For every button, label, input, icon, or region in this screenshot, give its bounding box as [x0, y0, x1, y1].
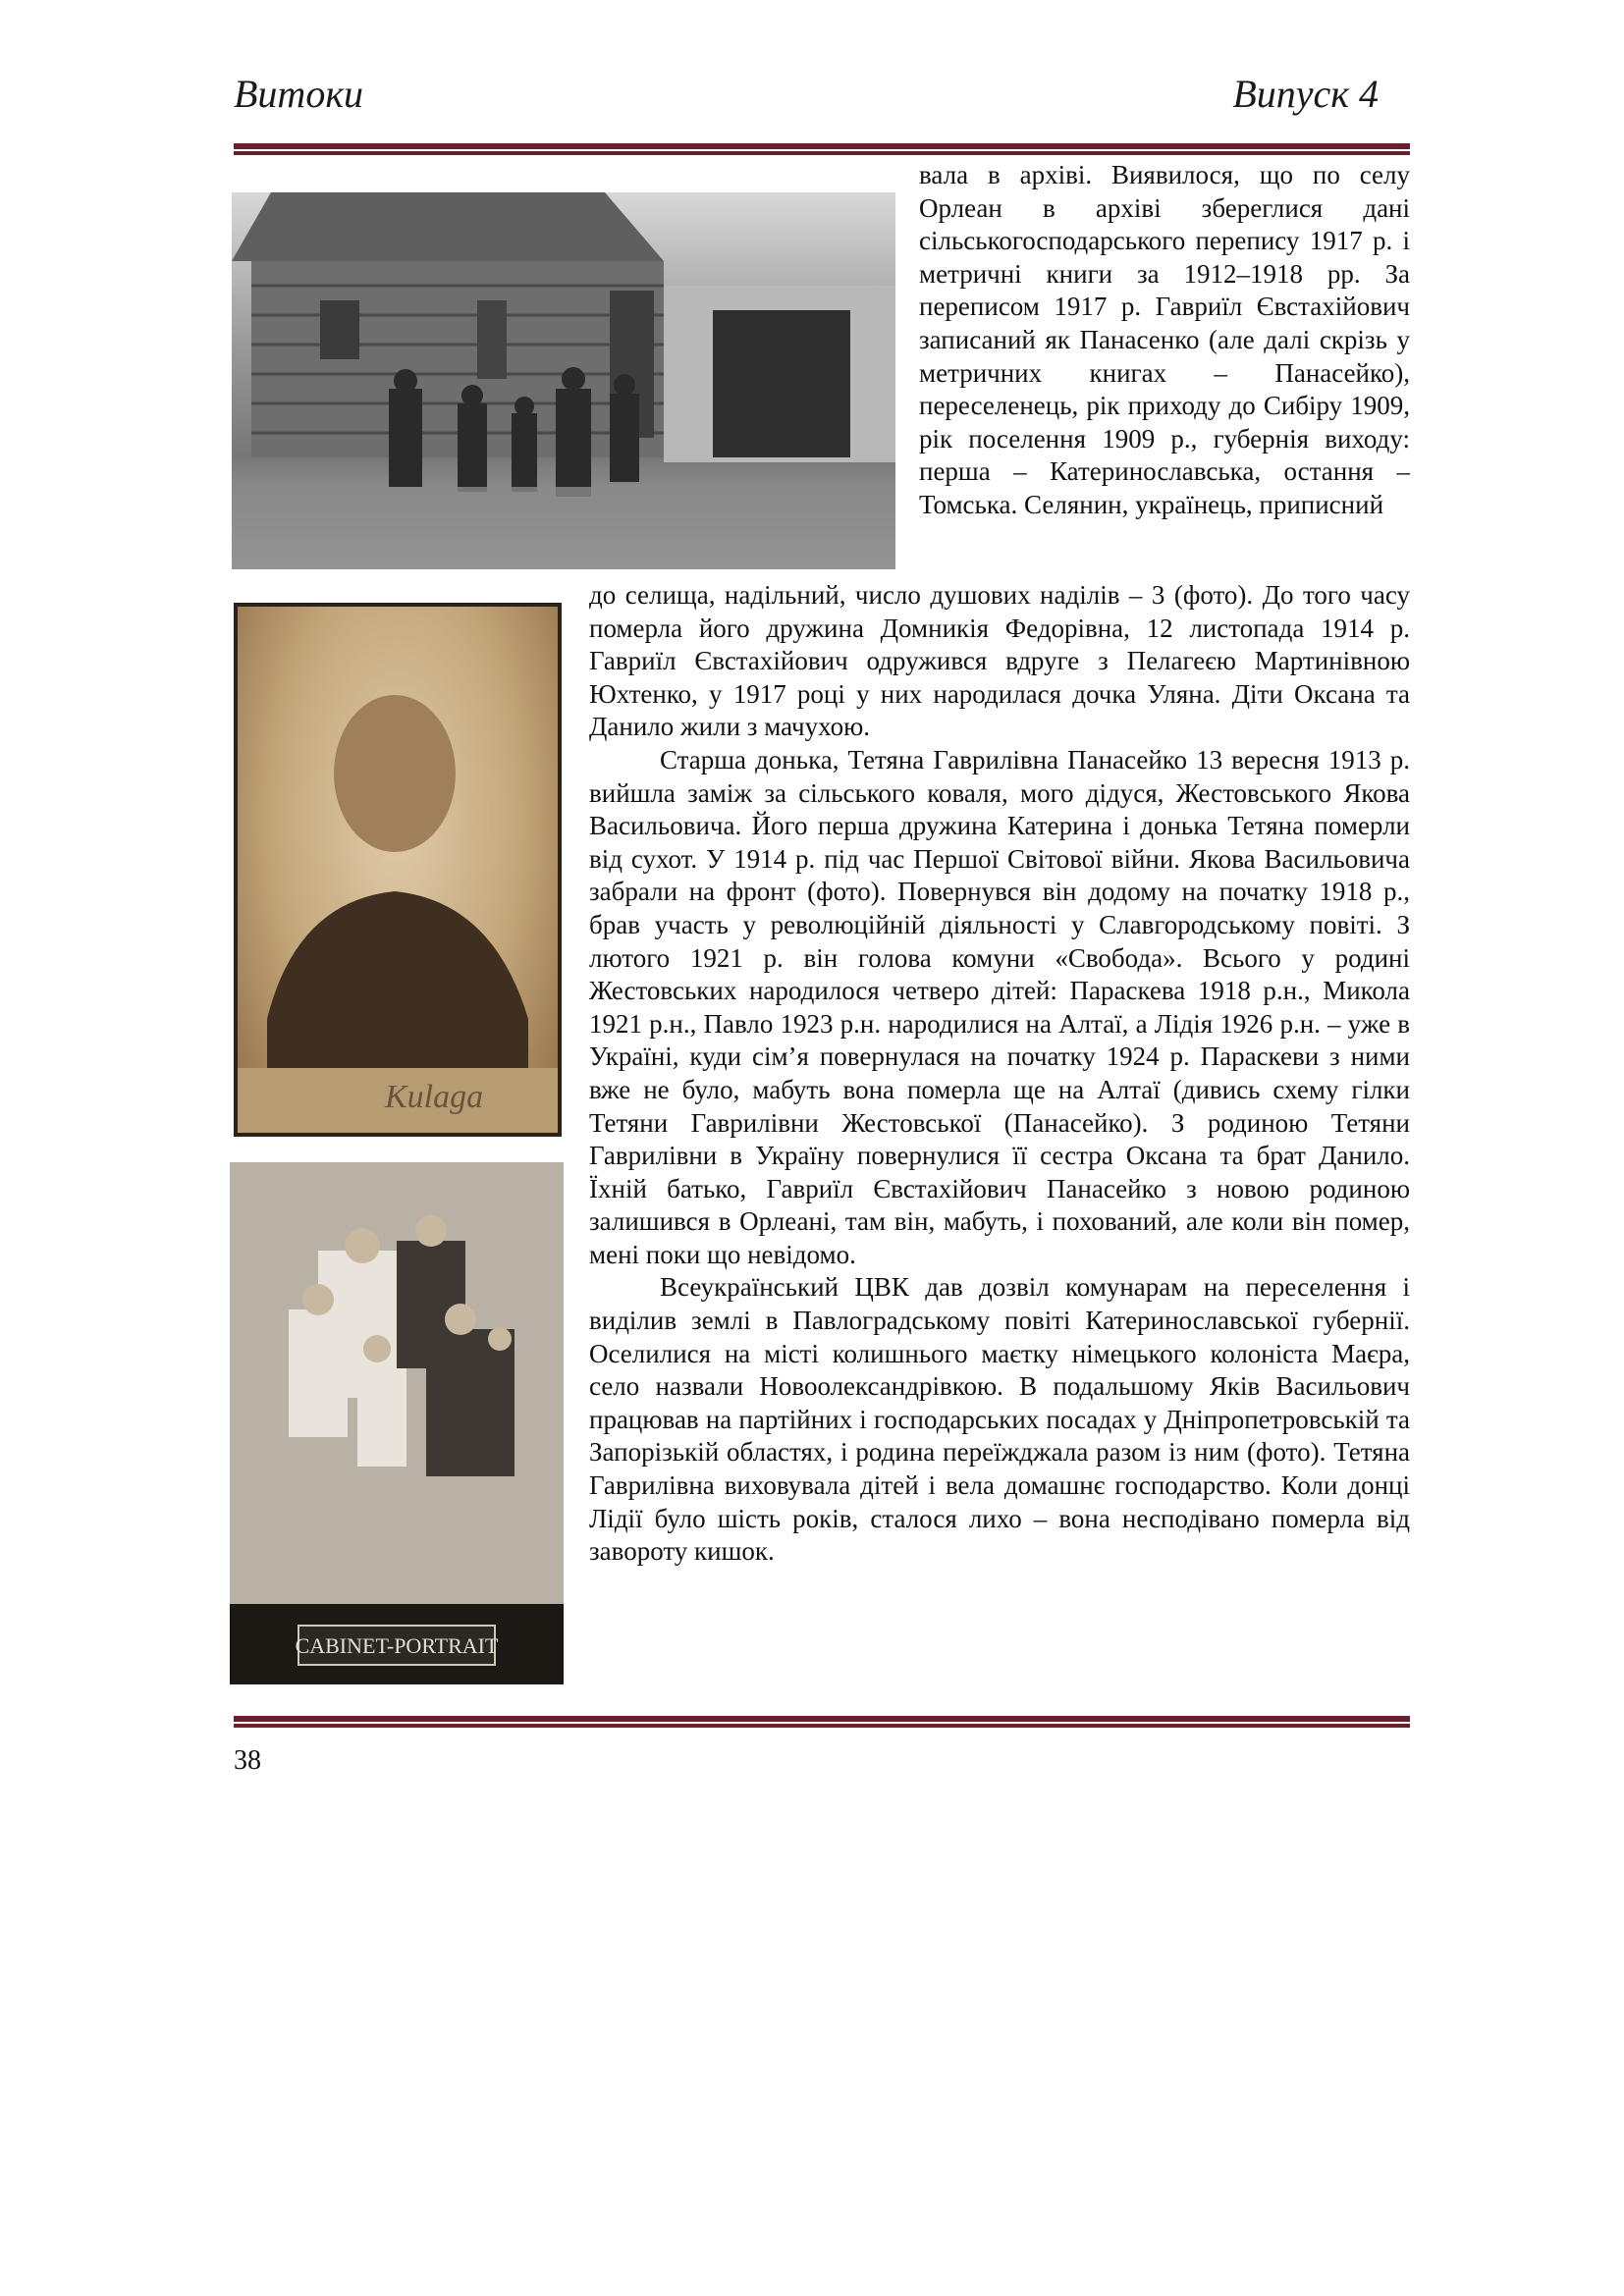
paragraph-1-part-2: до селища, надільний, число душових наділів – 3 (фото). До того часу померла його дружина Домникія Федорівна, 12 листопада 1914 р. Гавриїл Євстахійович одружився вдруге з Пелагеєю Мартинівною Юхтенко, у 1917 році у них народилася дочка Уляна. Діти Оксана та Данило жили з мачухою. [589, 580, 1410, 742]
paragraph-1-part-1: вала в архіві. Виявилося, що по селу Орлеан в архіві збереглися дані сільськогосподарського перепису 1917 р. і метричні книги за 1912–1918 рр. За переписом 1917 р. Гавриїл Євстахійович записаний як Панасенко (але далі скрізь у метричних книгах – Панасейко), переселенець, рік приходу до Сибіру 1909, рік поселення 1909 р., губернія виходу: перша – Катеринославська, остання – Томська. Селянин, українець, приписний [919, 160, 1410, 519]
studio-mark: Kulaga [385, 1079, 484, 1115]
house-photo [232, 192, 895, 569]
family-photo [230, 1162, 564, 1684]
paragraph-3: Всеукраїнський ЦВК дав дозвіл комунарам на переселення і виділив землі в Павлоградському повіті Катеринославської губернії. Оселилися на місті колишнього маєтку німецького колоніста Маєра, село назвали Новоолександрівкою. В подальшому Яків Васильович працював на партійних і господарських посадах у Дніпропетровській та Запорізькій областях, і родина переїжджала разом із ним (фото). Тетяна Гаврилівна виховувала дітей і вела домашнє господарство. Коли донці Лідії було шість років, сталося лихо – вона несподівано померла від завороту кишок. [589, 1272, 1410, 1567]
cabinet-portrait-label: CABINET-PORTRAIT [295, 1633, 499, 1658]
body-text-wide-column [589, 579, 1410, 1569]
soldier-portrait-photo [234, 603, 562, 1137]
page-number: 38 [234, 1745, 261, 1776]
paragraph-2: Старша донька, Тетяна Гаврилівна Панасейко 13 вересня 1913 р. вийшла заміж за сільського коваля, мого дідуся, Жестовського Якова Васильовича. Його перша дружина Катерина і донька Тетяна померли від сухот. У 1914 р. під час Першої Світової війни. Якова Васильовича забрали на фронт (фото). Повернувся він додому на початку 1918 р., брав участь у революційній діяльності у Славгородському повіті. З лютого 1921 р. він голова комуни «Свобода». Всього у родині Жестовських народилося четверо дітей: Параскева 1918 р.н., Микола 1921 р.н., Павло 1923 р.н. народилися на Алтаї, а Лідія 1926 р.н. – уже в Україні, куди сім’я повернулася на початку 1924 р. Параскеви з ними вже не було, мабуть вона померла ще на Алтаї (дивись схему гілки Тетяни Гаврилівни Жестовської (Панасейко). З родиною Тетяни Гаврилівни в Україну повернулися її сестра Оксана та брат Данило. Їхній батько, Гавриїл Євстахійович Панасейко з новою родиною залишився в Орлеані, там він, мабуть, і похований, але коли він помер, мені поки що невідомо. [589, 744, 1410, 1269]
journal-title: Витоки [234, 72, 364, 116]
body-text-right-column [919, 159, 1410, 522]
issue-number: Випуск 4 [1232, 72, 1379, 116]
footer-rule [234, 1716, 1410, 1728]
header-rule [234, 143, 1410, 155]
